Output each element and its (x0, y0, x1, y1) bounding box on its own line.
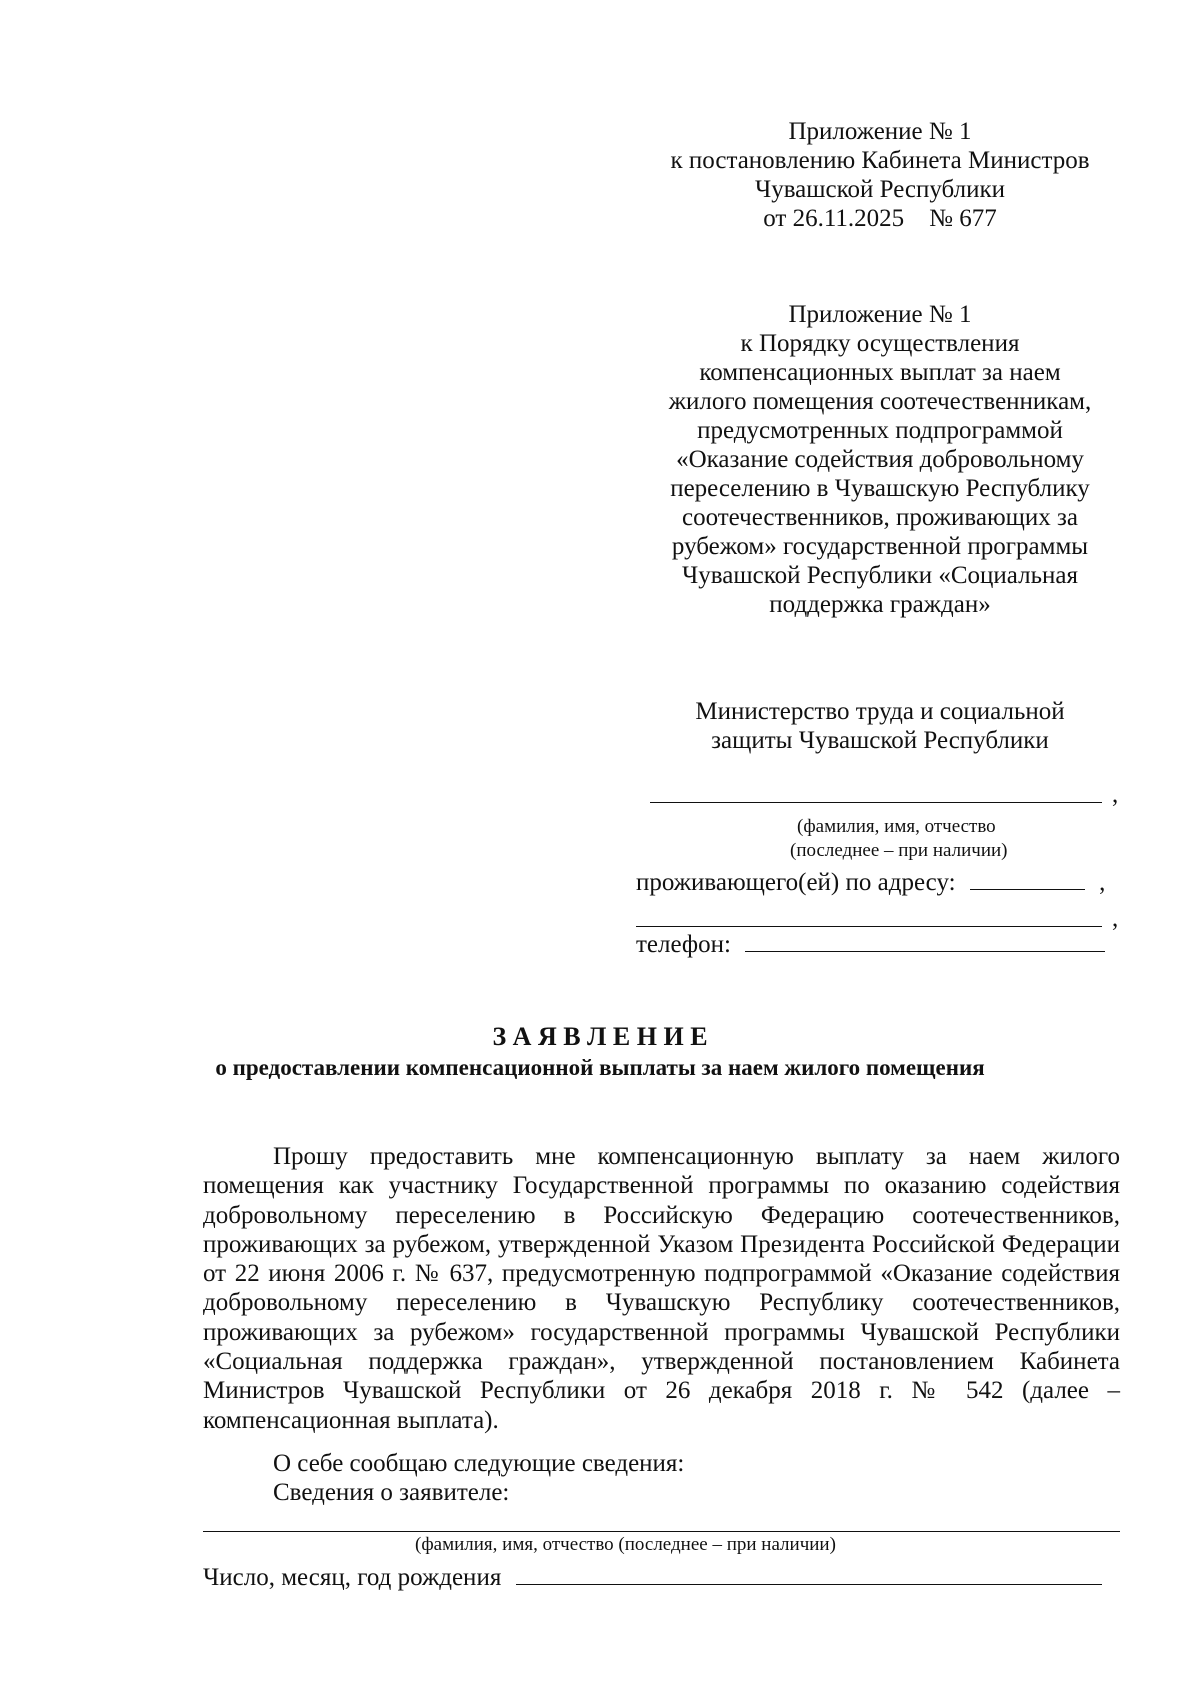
about-self-line: О себе сообщаю следующие сведения: (273, 1450, 685, 1477)
appendix-order-line: предусмотренных подпрограммой (697, 417, 1063, 444)
appendix-order-line: Приложение № 1 (788, 301, 972, 328)
appendix-order-line: поддержка граждан» (769, 591, 991, 618)
appendix-order-line: рубежом» государственной программы (671, 533, 1089, 560)
address-field-continued[interactable] (636, 904, 1102, 927)
applicant-fio-hint: (последнее – при наличии) (790, 840, 1008, 861)
addressee-line: защиты Чувашской Республики (711, 727, 1049, 754)
appendix-order-line: к Порядку осуществления (740, 330, 1020, 357)
appendix-main-line: от 26.11.2025 № 677 (763, 205, 997, 232)
appendix-order-line: жилого помещения соотечественникам, (668, 388, 1092, 415)
phone-row (636, 929, 1105, 959)
applicant-fio-field[interactable] (650, 780, 1102, 803)
appendix-order-block (640, 300, 1120, 619)
appendix-order-line: соотечественников, проживающих за (681, 504, 1079, 531)
addressee-line: Министерство труда и социальной (695, 698, 1065, 725)
applicant-info-line: Сведения о заявителе: (273, 1479, 510, 1506)
request-paragraph-text: Прошу предоставить мне компенсационную выплату за наем жилого помещения как участнику Государственной программы по оказанию содействия добровольному переселению в Российскую Федерацию соотечественников, проживающих за рубежом, утвержденной Указом Президента Российской Федерации от 22 июня 2006 г. № 637, предусмотренную подпрограммой «Оказание содействия добровольному переселению в Чувашскую Республику соотечественников, проживающих за рубежом» государственной программы Чувашской Республики «Социальная поддержка граждан», утвержденной постановлением Кабинета Министров Чувашской Республики от 26 декабря 2018 г. № 542 (далее – компенсационная выплата). (203, 1143, 1120, 1434)
addressee-block (640, 697, 1120, 755)
appendix-order-line: компенсационных выплат за наем (699, 359, 1061, 386)
applicant-fio-full-field[interactable] (203, 1509, 1120, 1532)
birth-date-label: Число, месяц, год рождения (203, 1564, 502, 1591)
address-label: проживающего(ей) по адресу: (636, 869, 956, 896)
address-row (636, 867, 1105, 897)
appendix-order-line: «Оказание содействия добровольному (676, 446, 1084, 473)
applicant-fio-hint: (фамилия, имя, отчество (797, 816, 996, 837)
phone-label: телефон: (636, 931, 731, 958)
appendix-main-line: Приложение № 1 (788, 118, 972, 145)
address-continued-comma: , (1112, 905, 1119, 932)
appendix-order-line: переселению в Чувашскую Республику (670, 475, 1090, 502)
birth-date-row (203, 1562, 1102, 1592)
address-comma: , (1099, 869, 1106, 896)
applicant-fio-full-hint: (фамилия, имя, отчество (последнее – при наличии) (415, 1534, 836, 1555)
request-paragraph (203, 1142, 1120, 1435)
document-subtitle: о предоставлении компенсационной выплаты за наем жилого помещения (215, 1055, 985, 1080)
appendix-main-line: к постановлению Кабинета Министров (670, 147, 1090, 174)
appendix-main-line: Чувашской Республики (754, 176, 1006, 203)
address-field[interactable] (970, 867, 1085, 890)
applicant-fio-comma: , (1112, 781, 1119, 808)
phone-field[interactable] (745, 929, 1105, 952)
appendix-order-line: Чувашской Республики «Социальная (682, 562, 1078, 589)
birth-date-field[interactable] (516, 1562, 1102, 1585)
appendix-main-block (640, 117, 1120, 233)
document-title: З А Я В Л Е Н И Е (492, 1022, 708, 1051)
